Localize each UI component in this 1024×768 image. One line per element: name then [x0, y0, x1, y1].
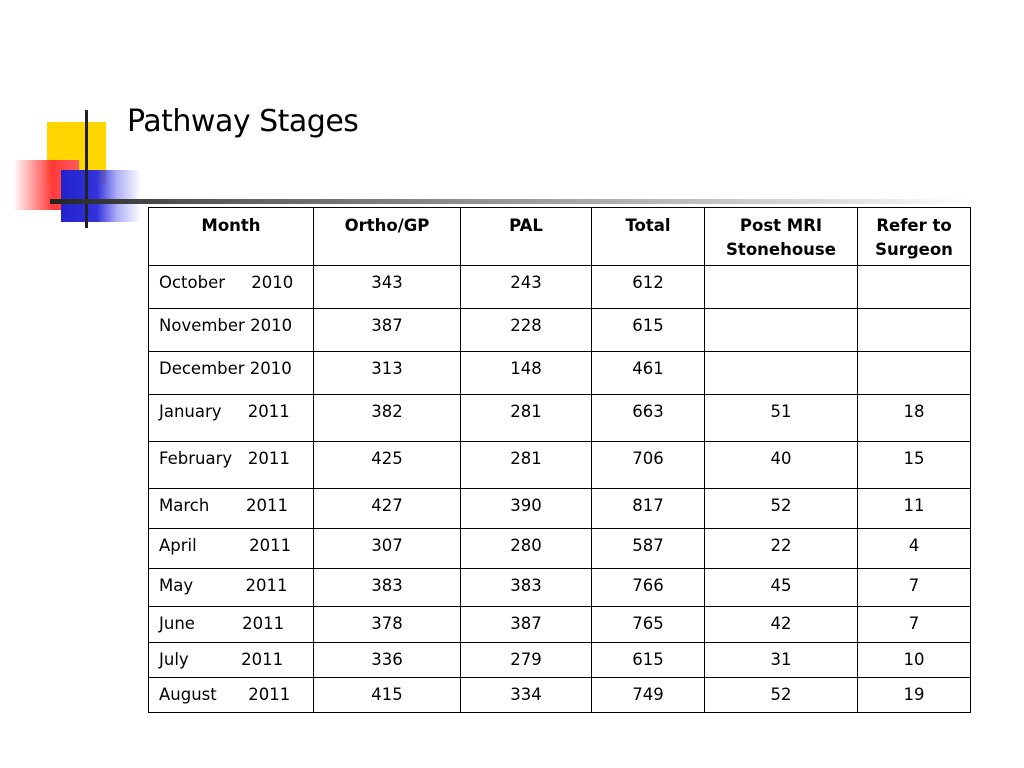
- cell-pal: 148: [461, 352, 592, 395]
- cell-post-mri-stonehouse: 51: [705, 395, 858, 442]
- cell-pal: 390: [461, 489, 592, 529]
- cell-ortho-gp: 383: [314, 569, 461, 607]
- table-row: [149, 643, 971, 678]
- cell-refer-to-surgeon: 15: [858, 442, 971, 489]
- cell-pal: 279: [461, 643, 592, 678]
- cell-month: December 2010: [149, 352, 314, 395]
- cell-pal: 243: [461, 266, 592, 309]
- cell-refer-to-surgeon: 7: [858, 607, 971, 643]
- cell-total: 612: [592, 266, 705, 309]
- cell-month: June 2011: [149, 607, 314, 643]
- decor-horizontal-rule: [50, 199, 972, 204]
- cell-pal: 228: [461, 309, 592, 352]
- table-row: [149, 678, 971, 713]
- cell-pal: 280: [461, 529, 592, 569]
- cell-total: 461: [592, 352, 705, 395]
- cell-total: 766: [592, 569, 705, 607]
- cell-refer-to-surgeon: [858, 309, 971, 352]
- pathway-table: [148, 207, 971, 713]
- cell-month: April 2011: [149, 529, 314, 569]
- cell-ortho-gp: 427: [314, 489, 461, 529]
- cell-pal: 387: [461, 607, 592, 643]
- table-row: [149, 569, 971, 607]
- table-row: [149, 442, 971, 489]
- cell-post-mri-stonehouse: [705, 352, 858, 395]
- cell-total: 587: [592, 529, 705, 569]
- table-header-row: [149, 208, 971, 266]
- cell-ortho-gp: 307: [314, 529, 461, 569]
- cell-refer-to-surgeon: 7: [858, 569, 971, 607]
- cell-month: October 2010: [149, 266, 314, 309]
- cell-post-mri-stonehouse: 42: [705, 607, 858, 643]
- cell-post-mri-stonehouse: 31: [705, 643, 858, 678]
- cell-pal: 281: [461, 395, 592, 442]
- header-post-mri-stonehouse: Post MRI Stonehouse: [705, 208, 858, 266]
- decor-vertical-line: [85, 110, 88, 228]
- cell-total: 663: [592, 395, 705, 442]
- header-total: Total: [592, 208, 705, 266]
- cell-total: 765: [592, 607, 705, 643]
- cell-ortho-gp: 343: [314, 266, 461, 309]
- slide-title: Pathway Stages: [127, 104, 359, 139]
- cell-ortho-gp: 336: [314, 643, 461, 678]
- cell-refer-to-surgeon: [858, 352, 971, 395]
- cell-post-mri-stonehouse: 52: [705, 489, 858, 529]
- cell-refer-to-surgeon: 11: [858, 489, 971, 529]
- header-pal: PAL: [461, 208, 592, 266]
- cell-month: January 2011: [149, 395, 314, 442]
- cell-month: November 2010: [149, 309, 314, 352]
- cell-post-mri-stonehouse: [705, 309, 858, 352]
- cell-month: August 2011: [149, 678, 314, 713]
- cell-ortho-gp: 415: [314, 678, 461, 713]
- cell-post-mri-stonehouse: [705, 266, 858, 309]
- cell-post-mri-stonehouse: 52: [705, 678, 858, 713]
- cell-pal: 383: [461, 569, 592, 607]
- cell-post-mri-stonehouse: 22: [705, 529, 858, 569]
- table-row: [149, 395, 971, 442]
- cell-refer-to-surgeon: 4: [858, 529, 971, 569]
- table-row: [149, 529, 971, 569]
- cell-ortho-gp: 378: [314, 607, 461, 643]
- cell-refer-to-surgeon: 18: [858, 395, 971, 442]
- cell-month: July 2011: [149, 643, 314, 678]
- cell-pal: 281: [461, 442, 592, 489]
- cell-pal: 334: [461, 678, 592, 713]
- cell-total: 749: [592, 678, 705, 713]
- cell-ortho-gp: 313: [314, 352, 461, 395]
- cell-total: 817: [592, 489, 705, 529]
- cell-total: 706: [592, 442, 705, 489]
- decor-blue-square: [61, 170, 141, 222]
- cell-ortho-gp: 425: [314, 442, 461, 489]
- header-month: Month: [149, 208, 314, 266]
- table-row: [149, 352, 971, 395]
- table-row: [149, 309, 971, 352]
- cell-total: 615: [592, 643, 705, 678]
- cell-refer-to-surgeon: [858, 266, 971, 309]
- cell-month: February 2011: [149, 442, 314, 489]
- table-row: [149, 489, 971, 529]
- table-row: [149, 607, 971, 643]
- cell-post-mri-stonehouse: 45: [705, 569, 858, 607]
- cell-month: March 2011: [149, 489, 314, 529]
- cell-post-mri-stonehouse: 40: [705, 442, 858, 489]
- cell-ortho-gp: 387: [314, 309, 461, 352]
- header-refer-to-surgeon: Refer to Surgeon: [858, 208, 971, 266]
- header-ortho-gp: Ortho/GP: [314, 208, 461, 266]
- cell-ortho-gp: 382: [314, 395, 461, 442]
- cell-total: 615: [592, 309, 705, 352]
- cell-refer-to-surgeon: 19: [858, 678, 971, 713]
- cell-refer-to-surgeon: 10: [858, 643, 971, 678]
- table-row: [149, 266, 971, 309]
- cell-month: May 2011: [149, 569, 314, 607]
